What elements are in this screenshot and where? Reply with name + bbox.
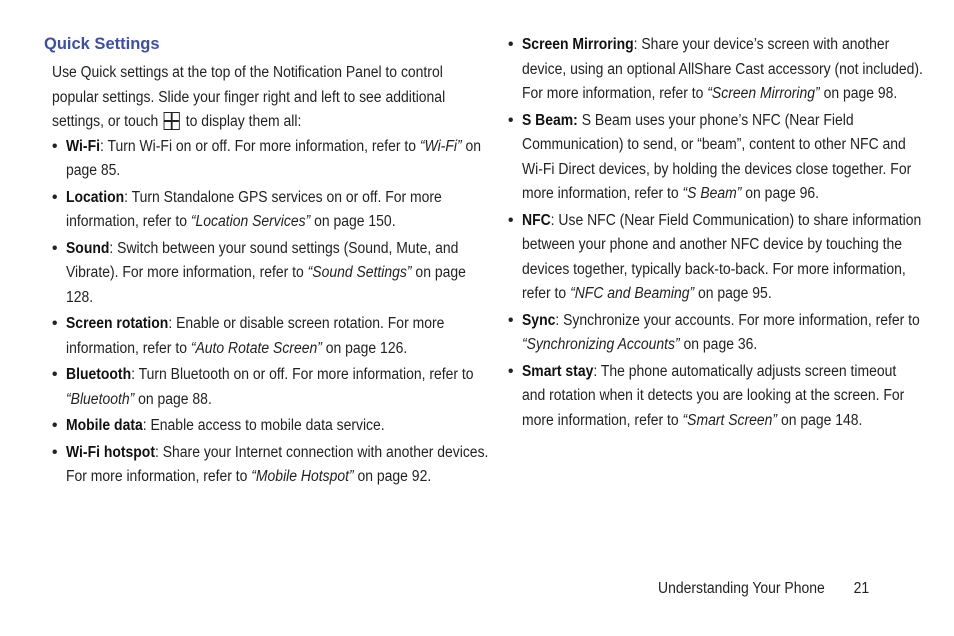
list-item-text: : Synchronize your accounts. For more information, refer to bbox=[555, 311, 920, 329]
list-item-text: : Switch between your sound settings (Sound, Mute, and Vibrate). For more information, refer to bbox=[66, 239, 459, 281]
bullet-dot: • bbox=[52, 417, 58, 434]
list-item-reference: “Auto Rotate Screen” bbox=[190, 339, 322, 357]
list-item-reference: “Location Services” bbox=[190, 213, 311, 230]
list-item bbox=[44, 441, 489, 490]
list-item-body bbox=[66, 441, 489, 490]
bullet-dot: • bbox=[508, 111, 514, 129]
list-item-reference: “Mobile Hotspot” bbox=[251, 468, 354, 485]
list-item-body bbox=[66, 237, 489, 311]
list-item-term: Screen rotation bbox=[66, 315, 169, 332]
list-item bbox=[500, 33, 923, 107]
list-item-term: Wi-Fi bbox=[66, 137, 100, 155]
list-item-text: S Beam uses your phone’s NFC (Near Field Communication) to send, or “beam”, content to other NFC and Wi-Fi Direct devices, by holding the devices close together. For more information, refer to bbox=[522, 111, 912, 202]
list-item-text: : Enable or disable screen rotation. For more information, refer to bbox=[66, 315, 445, 357]
list-item-text: : Use NFC (Near Field Communication) to share information between your phone and another NFC device by touching the devices together, typically back-to-back. For more information, refer to bbox=[522, 211, 922, 302]
footer-chapter: Understanding Your Phone bbox=[658, 580, 825, 597]
list-item-page: on page 98. bbox=[819, 85, 898, 102]
list-item-term: Sync bbox=[522, 311, 556, 329]
list-item-page: on page 96. bbox=[741, 185, 819, 202]
list-item-reference: “Smart Screen” bbox=[682, 411, 778, 429]
list-item-page: on page 36. bbox=[679, 336, 758, 353]
list-item bbox=[500, 360, 905, 434]
list-item bbox=[500, 209, 922, 307]
section-heading: Quick Settings bbox=[44, 35, 160, 53]
list-item-term: Location bbox=[66, 188, 125, 206]
list-item-reference: “Screen Mirroring” bbox=[707, 85, 820, 102]
list-item-term: Smart stay bbox=[522, 362, 594, 380]
intro-paragraph bbox=[52, 61, 448, 135]
left-column bbox=[44, 33, 489, 492]
list-item-term: Screen Mirroring bbox=[522, 36, 634, 53]
bullet-dot: • bbox=[52, 239, 58, 257]
left-bullet-list bbox=[44, 135, 489, 490]
list-item-term: Wi-Fi hotspot bbox=[66, 443, 155, 461]
list-item bbox=[44, 186, 454, 235]
bullet-dot: • bbox=[52, 366, 58, 383]
intro-text: Use Quick settings at the top of the Notification Panel to control popular settings. Slide your finger right and left to see additional settings, or touch bbox=[52, 64, 446, 130]
right-column bbox=[500, 33, 923, 435]
grid-view-icon bbox=[164, 112, 180, 130]
list-item-text: : Enable access to mobile data service. bbox=[142, 417, 385, 434]
list-item-page: on page 92. bbox=[353, 468, 432, 485]
list-item-body bbox=[66, 312, 489, 361]
list-item-body bbox=[522, 33, 923, 107]
right-bullet-list bbox=[500, 33, 923, 433]
list-item-term: Sound bbox=[66, 239, 110, 257]
list-item-page: on page 150. bbox=[310, 213, 396, 230]
list-item-reference: “NFC and Beaming” bbox=[570, 285, 695, 302]
list-item-page: on page 88. bbox=[134, 390, 212, 408]
bullet-dot: • bbox=[508, 311, 514, 329]
list-item bbox=[44, 363, 474, 412]
bullet-dot: • bbox=[508, 362, 514, 380]
list-item-term: NFC bbox=[522, 211, 551, 229]
list-item-term: Bluetooth bbox=[66, 366, 132, 383]
list-item-text: : Share your Internet connection with another devices. For more information, refer to bbox=[66, 443, 489, 485]
list-item-text: : Turn Bluetooth on or off. For more information, refer to bbox=[131, 366, 474, 383]
list-item-body bbox=[66, 135, 489, 184]
page-footer bbox=[658, 578, 869, 600]
list-item-reference: “S Beam” bbox=[682, 185, 742, 202]
list-item-body bbox=[522, 209, 923, 307]
list-item-page: on page 126. bbox=[321, 339, 408, 357]
list-item-page: on page 85. bbox=[66, 137, 482, 179]
bullet-dot: • bbox=[508, 36, 514, 53]
bullet-dot: • bbox=[508, 211, 514, 229]
bullet-dot: • bbox=[52, 443, 58, 461]
bullet-dot: • bbox=[52, 188, 58, 206]
list-item bbox=[500, 109, 912, 207]
list-item-body bbox=[522, 109, 923, 207]
list-item-reference: “Bluetooth” bbox=[66, 390, 135, 408]
list-item-body bbox=[66, 186, 489, 235]
list-item-page: on page 128. bbox=[66, 264, 466, 306]
list-item-body bbox=[66, 414, 489, 439]
intro-text-tail: to display them all: bbox=[181, 113, 302, 130]
list-item-page: on page 95. bbox=[694, 285, 772, 302]
list-item-body bbox=[522, 309, 923, 358]
bullet-dot: • bbox=[52, 315, 58, 332]
list-item-term: Mobile data bbox=[66, 417, 143, 434]
list-item-text: : Turn Standalone GPS services on or off. For more information, refer to bbox=[66, 188, 442, 230]
list-item-body bbox=[522, 360, 923, 434]
list-item bbox=[44, 237, 466, 311]
list-item-body bbox=[66, 363, 489, 412]
list-item-reference: “Wi-Fi” bbox=[419, 137, 462, 155]
list-item-reference: “Sound Settings” bbox=[307, 264, 412, 281]
bullet-dot: • bbox=[52, 137, 58, 155]
list-item bbox=[500, 309, 920, 358]
page-number: 21 bbox=[853, 580, 870, 597]
list-item bbox=[44, 312, 454, 361]
list-item-page: on page 148. bbox=[777, 411, 863, 429]
list-item-reference: “Synchronizing Accounts” bbox=[522, 336, 680, 353]
list-item-text: : Share your device’s screen with another device, using an optional AllShare Cast accessory (not included). For more information, refer to bbox=[522, 36, 923, 102]
list-item-term: S Beam: bbox=[522, 111, 578, 129]
list-item-text: : The phone automatically adjusts screen timeout and rotation when it detects you are looking at the screen. For more information, refer to bbox=[522, 362, 905, 429]
list-item-text: : Turn Wi-Fi on or off. For more information, refer to bbox=[99, 137, 420, 155]
list-item bbox=[44, 135, 482, 184]
list-item bbox=[44, 414, 454, 439]
